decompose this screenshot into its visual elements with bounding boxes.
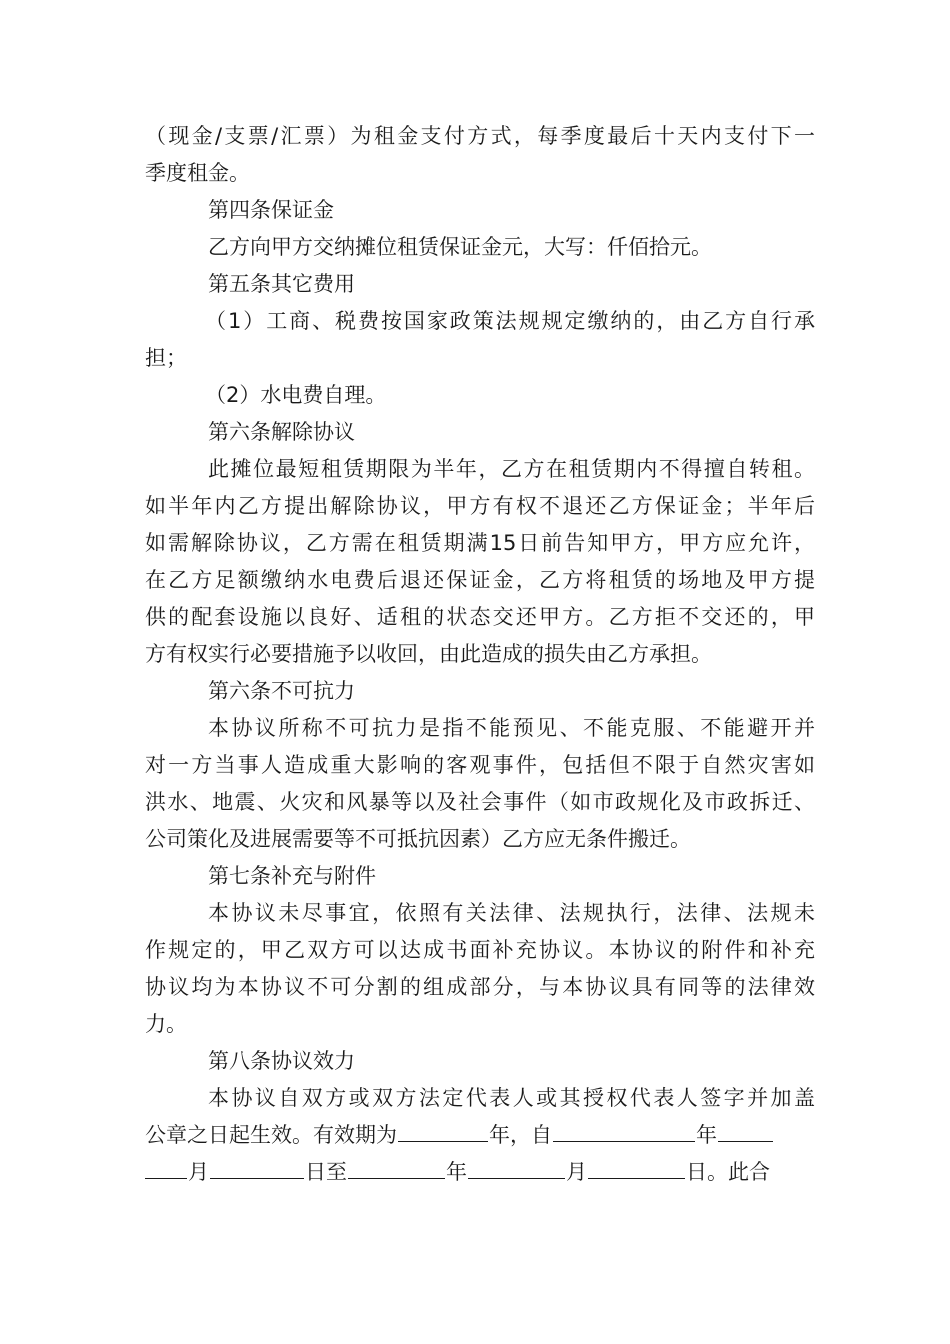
blank-field[interactable] [588,1156,685,1179]
fill-in-line [145,1117,815,1154]
section-heading: 第七条补充与附件 [208,864,376,888]
text-line: 此摊位最短租赁期限为半年，乙方在租赁期内不得擅自转租。 [208,457,815,481]
text-line: （1）工商、税费按国家政策法规规定缴纳的，由乙方自行承 [205,309,815,333]
text-fragment: 年，自 [489,1123,552,1147]
text-line: 作规定的，甲乙双方可以达成书面补充协议。本协议的附件和补充 [145,938,815,962]
text-line: 如需解除协议，乙方需在租赁期满15日前告知甲方，甲方应允许， [145,531,815,555]
section-heading: 第五条其它费用 [208,272,355,296]
text-line: 对一方当事人造成重大影响的客观事件，包括但不限于自然灾害如 [145,753,815,777]
text-line: 力。 [145,1012,187,1036]
blank-field[interactable] [210,1156,304,1179]
text-fragment: 日。此合 [686,1160,770,1184]
text-fragment: 公章之日起生效。有效期为 [145,1123,397,1147]
text-line: 方有权实行必要措施予以收回，由此造成的损失由乙方承担。 [145,642,712,666]
text-line: （2）水电费自理。 [205,383,387,407]
section-heading: 第四条保证金 [208,198,334,222]
fill-in-line [145,1154,815,1191]
section-heading: 第六条不可抗力 [208,679,355,703]
document-body [145,118,815,1191]
text-line: 如半年内乙方提出解除协议，甲方有权不退还乙方保证金；半年后 [145,494,815,518]
blank-field[interactable] [718,1119,773,1142]
text-line: 供的配套设施以良好、适租的状态交还甲方。乙方拒不交还的，甲 [145,605,815,629]
text-line: 在乙方足额缴纳水电费后退还保证金，乙方将租赁的场地及甲方提 [145,568,815,592]
text-line: 公司策化及进展需要等不可抵抗因素）乙方应无条件搬迁。 [145,827,691,851]
text-fragment: 月 [566,1160,587,1184]
text-line: 洪水、地震、火灾和风暴等以及社会事件（如市政规化及市政拆迁、 [145,790,815,814]
text-fragment: 日至 [305,1160,347,1184]
text-line: 乙方向甲方交纳摊位租赁保证金元，大写：仟佰拾元。 [208,235,712,259]
section-heading: 第六条解除协议 [208,420,355,444]
text-line: 本协议自双方或双方法定代表人或其授权代表人签字并加盖 [208,1086,815,1110]
blank-field[interactable] [145,1156,187,1179]
blank-field[interactable] [348,1156,445,1179]
text-fragment: 年 [696,1123,717,1147]
text-line: 担； [145,346,187,370]
text-fragment: 年 [446,1160,467,1184]
blank-field[interactable] [398,1119,488,1142]
text-line: 季度租金。 [145,161,250,185]
text-line: （现金/支票/汇票）为租金支付方式，每季度最后十天内支付下一 [145,124,815,148]
section-heading: 第八条协议效力 [208,1049,355,1073]
text-line: 协议均为本协议不可分割的组成部分，与本协议具有同等的法律效 [145,975,815,999]
blank-field[interactable] [468,1156,565,1179]
text-line: 本协议所称不可抗力是指不能预见、不能克服、不能避开并 [208,716,815,740]
blank-field[interactable] [553,1119,695,1142]
text-line: 本协议未尽事宜，依照有关法律、法规执行，法律、法规未 [208,901,815,925]
text-fragment: 月 [188,1160,209,1184]
